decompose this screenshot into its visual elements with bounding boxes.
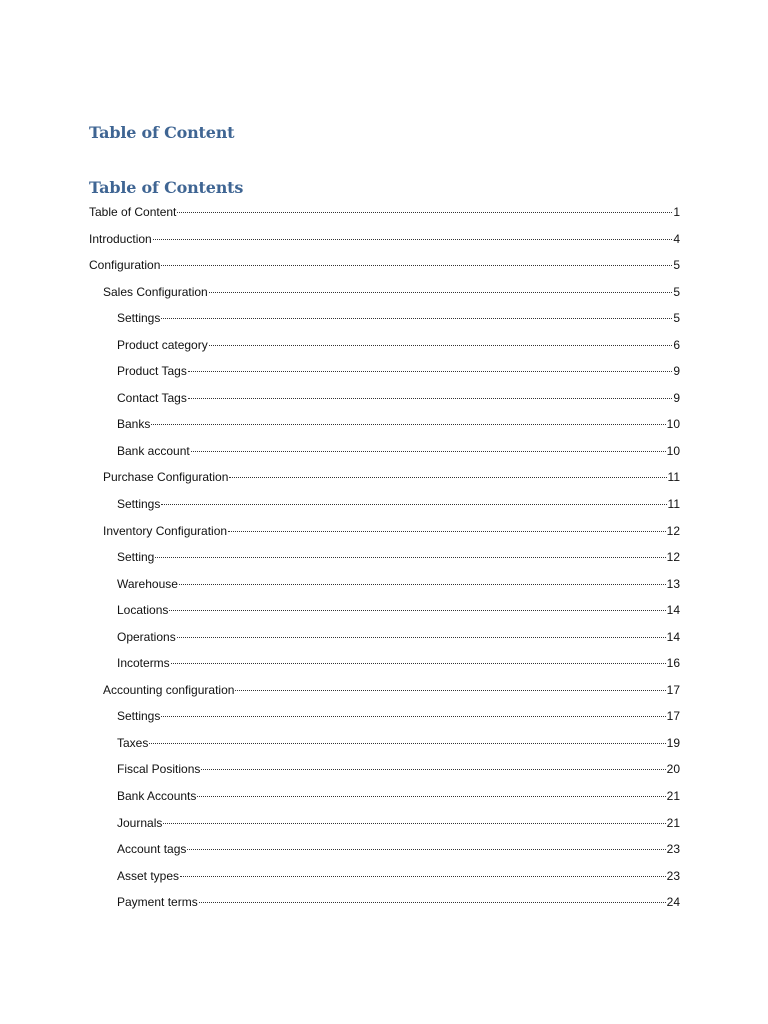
toc-entry-title: Configuration <box>89 258 161 273</box>
table-of-contents <box>89 200 680 917</box>
dot-leader <box>235 690 665 691</box>
toc-entry-title: Contact Tags <box>117 390 187 405</box>
toc-entry-page-number: 12 <box>666 550 680 565</box>
toc-entry[interactable] <box>89 412 680 439</box>
dot-leader <box>188 398 672 399</box>
toc-entry-page-number: 13 <box>666 576 680 591</box>
toc-entry-page-number: 17 <box>666 709 680 724</box>
toc-entry[interactable] <box>89 200 680 227</box>
toc-entry-title: Introduction <box>89 231 152 246</box>
toc-entry-page-number: 1 <box>673 205 680 219</box>
toc-entry-title: Payment terms <box>117 895 198 910</box>
toc-entry[interactable] <box>89 731 680 758</box>
toc-entry-title: Incoterms <box>117 656 170 671</box>
toc-entry-page-number: 9 <box>673 390 680 405</box>
dot-leader <box>151 424 665 425</box>
toc-entry[interactable] <box>89 864 680 891</box>
toc-entry-title: Operations <box>117 629 176 644</box>
toc-entry-page-number: 21 <box>666 815 680 830</box>
toc-entry[interactable] <box>89 572 680 599</box>
toc-entry[interactable] <box>89 253 680 280</box>
toc-entry[interactable] <box>89 519 680 546</box>
toc-entry-title: Sales Configuration <box>103 284 208 299</box>
dot-leader <box>153 239 673 240</box>
toc-entry[interactable] <box>89 333 680 360</box>
toc-entry-page-number: 16 <box>666 656 680 671</box>
toc-entry-page-number: 23 <box>666 868 680 883</box>
dot-leader <box>229 477 666 478</box>
toc-entry[interactable] <box>89 306 680 333</box>
dot-leader <box>209 345 673 346</box>
toc-entry-title: Warehouse <box>117 576 178 591</box>
dot-leader <box>228 531 666 532</box>
toc-entry[interactable] <box>89 811 680 838</box>
toc-entry[interactable] <box>89 545 680 572</box>
toc-entry-title: Accounting configuration <box>103 682 235 697</box>
toc-entry[interactable] <box>89 465 680 492</box>
dot-leader <box>149 743 665 744</box>
dot-leader <box>161 504 666 505</box>
toc-entry-title: Setting <box>117 550 155 565</box>
toc-entry-page-number: 14 <box>666 629 680 644</box>
dot-leader <box>155 557 665 558</box>
dot-leader <box>177 212 672 213</box>
toc-entry[interactable] <box>89 439 680 466</box>
toc-entry[interactable] <box>89 280 680 307</box>
toc-entry-title: Asset types <box>117 868 180 883</box>
dot-leader <box>191 451 666 452</box>
toc-entry[interactable] <box>89 492 680 519</box>
toc-entry-page-number: 23 <box>666 842 680 857</box>
toc-entry-title: Inventory Configuration <box>103 523 228 538</box>
dot-leader <box>201 769 665 770</box>
toc-entry-page-number: 5 <box>673 258 680 273</box>
dot-leader <box>209 292 673 293</box>
dot-leader <box>188 371 672 372</box>
toc-entry-title: Bank account <box>117 443 190 458</box>
toc-entry-title: Banks <box>117 417 151 432</box>
toc-entry-page-number: 6 <box>673 337 680 352</box>
toc-entry-page-number: 10 <box>666 443 680 458</box>
toc-entry-title: Locations <box>117 603 169 618</box>
toc-entry[interactable] <box>89 625 680 652</box>
dot-leader <box>199 902 666 903</box>
toc-entry-title: Account tags <box>117 842 187 857</box>
toc-entry-title: Journals <box>117 815 163 830</box>
toc-entry[interactable] <box>89 837 680 864</box>
dot-leader <box>179 584 666 585</box>
toc-entry[interactable] <box>89 757 680 784</box>
toc-entry-page-number: 12 <box>666 523 680 538</box>
toc-entry-page-number: 11 <box>667 470 680 485</box>
toc-heading: Table of Contents <box>89 178 244 197</box>
page-heading: Table of Content <box>89 123 235 142</box>
toc-entry[interactable] <box>89 598 680 625</box>
dot-leader <box>177 637 666 638</box>
toc-entry-title: Settings <box>117 311 161 326</box>
toc-entry-title: Settings <box>117 709 161 724</box>
dot-leader <box>161 265 672 266</box>
toc-entry-page-number: 9 <box>673 364 680 379</box>
toc-entry[interactable] <box>89 227 680 254</box>
toc-entry[interactable] <box>89 704 680 731</box>
dot-leader <box>169 610 665 611</box>
toc-entry-title: Product category <box>117 337 208 352</box>
toc-entry-page-number: 20 <box>666 762 680 777</box>
toc-entry[interactable] <box>89 890 680 917</box>
toc-entry[interactable] <box>89 678 680 705</box>
toc-entry-title: Fiscal Positions <box>117 762 201 777</box>
dot-leader <box>187 849 665 850</box>
toc-entry-page-number: 24 <box>666 895 680 910</box>
toc-entry-title: Taxes <box>117 735 149 750</box>
toc-entry[interactable] <box>89 651 680 678</box>
dot-leader <box>161 716 665 717</box>
dot-leader <box>197 796 665 797</box>
toc-entry[interactable] <box>89 386 680 413</box>
toc-entry-page-number: 4 <box>673 231 680 246</box>
toc-entry-page-number: 14 <box>666 603 680 618</box>
toc-entry-page-number: 10 <box>666 417 680 432</box>
toc-entry-title: Purchase Configuration <box>103 470 229 485</box>
toc-entry-page-number: 5 <box>673 284 680 299</box>
dot-leader <box>180 876 666 877</box>
toc-entry-title: Product Tags <box>117 364 187 379</box>
toc-entry-title: Bank Accounts <box>117 789 197 804</box>
toc-entry-page-number: 19 <box>666 735 680 750</box>
toc-entry-page-number: 5 <box>673 311 680 326</box>
toc-entry[interactable] <box>89 359 680 386</box>
toc-entry-page-number: 21 <box>666 789 680 804</box>
dot-leader <box>163 823 665 824</box>
toc-entry[interactable] <box>89 784 680 811</box>
toc-entry-title: Settings <box>117 497 161 512</box>
dot-leader <box>171 663 666 664</box>
toc-entry-page-number: 11 <box>667 497 680 512</box>
toc-entry-page-number: 17 <box>666 682 680 697</box>
toc-entry-title: Table of Content <box>89 205 177 219</box>
dot-leader <box>161 318 672 319</box>
